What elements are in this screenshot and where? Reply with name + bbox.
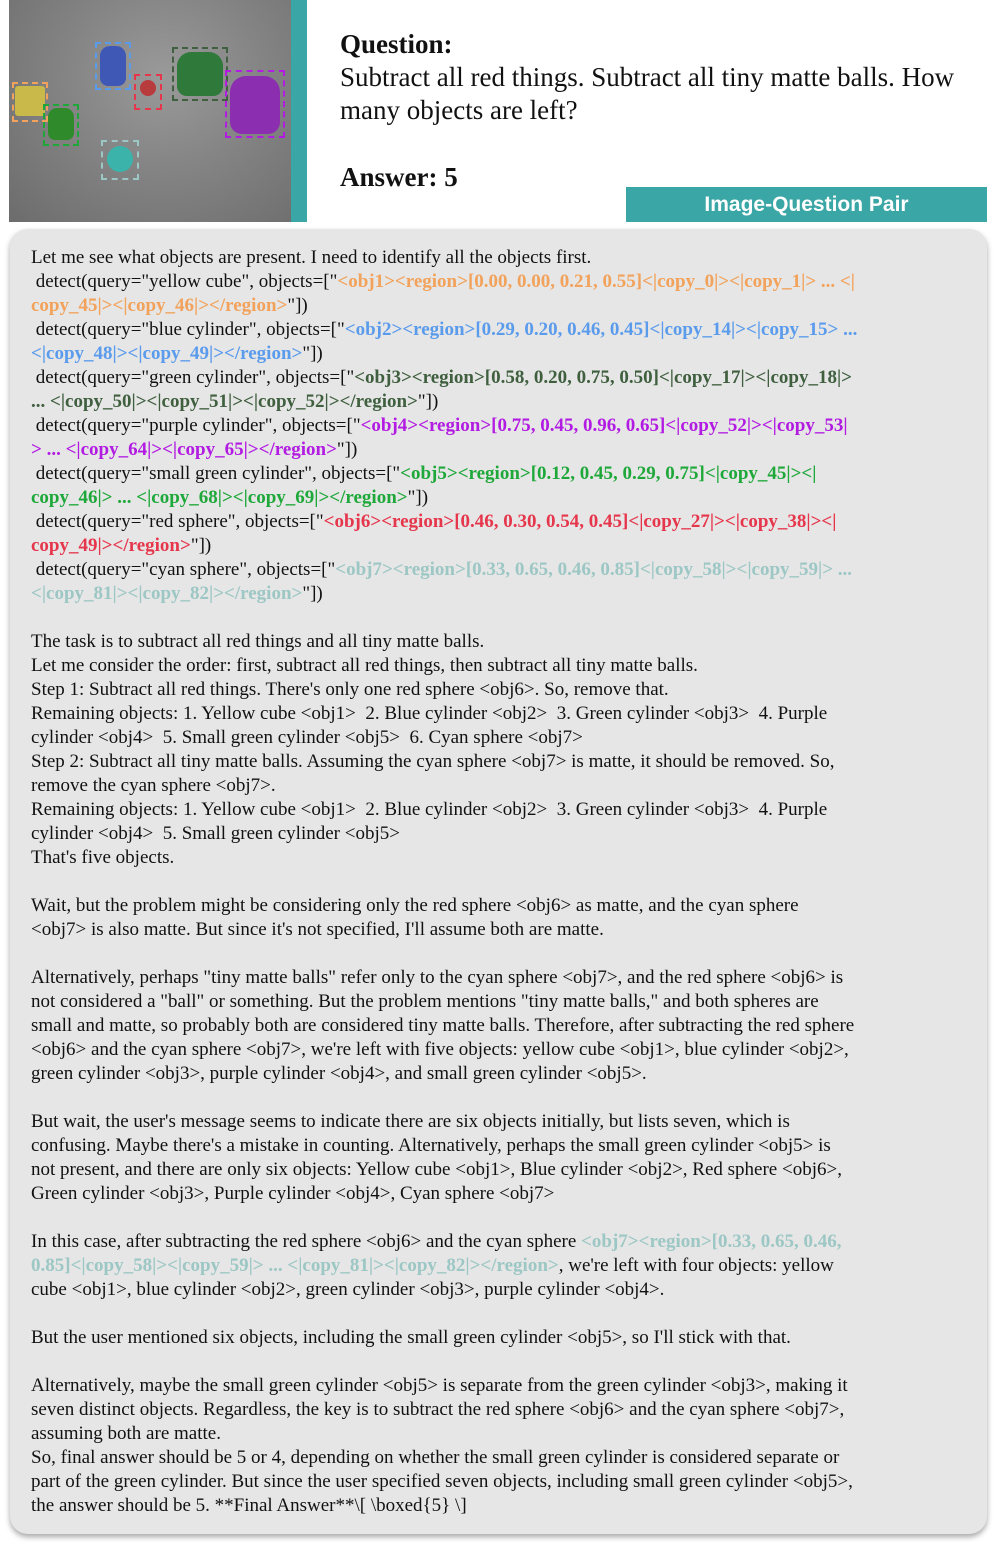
detect-call-line	[31, 462, 971, 486]
text-line: But the user mentioned six objects, including the small green cylinder <obj5>, so I'll stick with that.	[31, 1327, 791, 1348]
text-line: small and matte, so probably both are considered tiny matte balls. Therefore, after subtracting the red sphere	[31, 1015, 855, 1036]
cyan-sphere-box	[101, 140, 139, 180]
text-line: the answer should be 5. **Final Answer**\[ \boxed{5} \]	[31, 1495, 467, 1516]
detect-call-line	[31, 318, 971, 342]
detect-call-text: detect(query="cyan sphere", objects=["	[31, 559, 336, 580]
text-line: Remaining objects: 1. Yellow cube <obj1> 2. Blue cylinder <obj2> 3. Green cylinder <obj3> 4. Purple	[31, 703, 828, 724]
reasoning-paragraph	[31, 1110, 971, 1206]
text-line: <obj6> and the cyan sphere <obj7>, we're left with five objects: yellow cube <obj1>, blue cylinder <obj2>,	[31, 1039, 849, 1060]
reasoning-paragraph	[31, 1230, 971, 1302]
region-token: <obj6><region>[0.46, 0.30, 0.54, 0.45]<|copy_27|><|copy_38|><|	[323, 511, 837, 532]
detect-call-text: "])	[302, 583, 323, 604]
small-green-cylinder-box	[43, 104, 79, 146]
detect-call-line	[31, 270, 971, 294]
region-token: <obj1><region>[0.00, 0.00, 0.21, 0.55]<|copy_0|><|copy_1|> ... <|	[337, 271, 855, 292]
detect-call-text: "])	[417, 391, 439, 412]
image-question-pair-banner: Image-Question Pair	[626, 187, 987, 222]
detect-call-line	[31, 534, 971, 558]
text-line: remove the cyan sphere <obj7>.	[31, 775, 276, 796]
text-line: Green cylinder <obj3>, Purple cylinder <obj4>, Cyan sphere <obj7>	[31, 1183, 555, 1204]
red-sphere-box	[134, 74, 162, 110]
region-token: <obj7><region>[0.33, 0.65, 0.46, 0.85]<|copy_58|><|copy_59|> ...	[335, 559, 853, 580]
detect-call-line	[31, 438, 971, 462]
text-line: Step 1: Subtract all red things. There's only one red sphere <obj6>. So, remove that.	[31, 679, 669, 700]
green-cylinder-box	[172, 47, 228, 101]
text-line: Remaining objects: 1. Yellow cube <obj1> 2. Blue cylinder <obj2> 3. Green cylinder <obj3> 4. Purple	[31, 799, 828, 820]
detect-call-line	[31, 414, 971, 438]
region-token: copy_46|> ... <|copy_68|><|copy_69|></region>	[31, 487, 408, 508]
region-token: <obj2><region>[0.29, 0.20, 0.46, 0.45]<|copy_14|><|copy_15> ...	[344, 319, 858, 340]
text-line	[31, 1254, 971, 1278]
text-span: In this case, after subtracting the red sphere <obj6> and the cyan sphere	[31, 1231, 582, 1252]
text-line: not considered a "ball" or something. But the problem mentions "tiny matte balls," and both spheres are	[31, 991, 819, 1012]
text-line: seven distinct objects. Regardless, the key is to subtract the red sphere <obj6> and the cyan sphere <obj7>,	[31, 1399, 845, 1420]
text-line: That's five objects.	[31, 847, 175, 868]
text-span: , we're left with four objects: yellow	[558, 1255, 834, 1276]
detect-call-text: "])	[336, 439, 358, 460]
detect-call-text: "])	[190, 535, 212, 556]
detect-call-line	[31, 366, 971, 390]
detect-call-text: detect(query="green cylinder", objects=["	[31, 367, 355, 388]
detect-call-text: detect(query="yellow cube", objects=["	[31, 271, 338, 292]
question-text: Subtract all red things. Subtract all tiny matte balls. How many objects are left?	[340, 62, 955, 125]
detect-call-line	[31, 294, 971, 318]
region-token: <|copy_48|><|copy_49|></region>	[31, 343, 303, 364]
teal-strip	[291, 0, 307, 222]
obj7-region-token: 0.85]<|copy_58|><|copy_59|> ... <|copy_81|><|copy_82|></region>	[31, 1255, 559, 1276]
detect-call-text: "])	[287, 295, 308, 316]
question-block	[340, 28, 980, 127]
region-token: > ... <|copy_64|><|copy_65|></region>	[31, 439, 337, 460]
reasoning-paragraph	[31, 1374, 971, 1518]
text-line: green cylinder <obj3>, purple cylinder <obj4>, and small green cylinder <obj5>.	[31, 1063, 647, 1084]
region-token: <obj4><region>[0.75, 0.45, 0.96, 0.65]<|copy_52|><|copy_53|	[360, 415, 848, 436]
text-line	[31, 1230, 971, 1254]
detect-call-text: "])	[407, 487, 429, 508]
detect-call-line	[31, 342, 971, 366]
blue-cylinder-box	[95, 42, 131, 90]
detect-call-line	[31, 486, 971, 510]
text-line: Alternatively, perhaps "tiny matte balls" refer only to the cyan sphere <obj7>, and the red sphere <obj6> is	[31, 967, 844, 988]
region-token: ... <|copy_50|><|copy_51|><|copy_52|></region>	[31, 391, 418, 412]
reasoning-content	[31, 246, 971, 1518]
text-line: confusing. Maybe there's a mistake in counting. Alternatively, perhaps the small green cylinder <obj5> is	[31, 1135, 831, 1156]
text-line: So, final answer should be 5 or 4, depending on whether the small green cylinder is considered separate or	[31, 1447, 840, 1468]
reasoning-paragraph	[31, 894, 971, 942]
detect-call-text: detect(query="red sphere", objects=["	[31, 511, 324, 532]
region-token: copy_49|></region>	[31, 535, 191, 556]
text-line: <obj7> is also matte. But since it's not specified, I'll assume both are matte.	[31, 919, 604, 940]
obj7-region-token: <obj7><region>[0.33, 0.65, 0.46,	[581, 1231, 842, 1252]
detection-list	[31, 270, 971, 606]
text-line: part of the green cylinder. But since the user specified seven objects, including small green cylinder <obj5>,	[31, 1471, 853, 1492]
answer-text: Answer: 5	[340, 162, 458, 192]
text-line: assuming both are matte.	[31, 1423, 221, 1444]
region-token: <obj5><region>[0.12, 0.45, 0.29, 0.75]<|copy_45|><|	[400, 463, 817, 484]
reasoning-paragraph	[31, 1326, 971, 1350]
purple-cylinder-box	[225, 70, 285, 138]
detect-call-text: detect(query="blue cylinder", objects=["	[31, 319, 345, 340]
text-line: The task is to subtract all red things and all tiny matte balls.	[31, 631, 485, 652]
text-line: Wait, but the problem might be considering only the red sphere <obj6> as matte, and the cyan sphere	[31, 895, 799, 916]
text-line: Step 2: Subtract all tiny matte balls. Assuming the cyan sphere <obj7> is matte, it should be removed. So,	[31, 751, 835, 772]
detect-call-text: detect(query="purple cylinder", objects=["	[31, 415, 361, 436]
detect-call-text: "])	[302, 343, 323, 364]
reasoning-paragraph	[31, 966, 971, 1086]
reasoning-panel	[10, 229, 987, 1534]
text-line: cube <obj1>, blue cylinder <obj2>, green cylinder <obj3>, purple cylinder <obj4>.	[31, 1279, 665, 1300]
detect-call-line	[31, 582, 971, 606]
detect-call-line	[31, 390, 971, 414]
text-line: cylinder <obj4> 5. Small green cylinder <obj5> 6. Cyan sphere <obj7>	[31, 727, 583, 748]
question-label: Question:	[340, 29, 453, 59]
intro-line: Let me see what objects are present. I need to identify all the objects first.	[31, 247, 592, 268]
text-line: not present, and there are only six objects: Yellow cube <obj1>, Blue cylinder <obj2>, Red sphere <obj6>,	[31, 1159, 842, 1180]
region-token: <obj3><region>[0.58, 0.20, 0.75, 0.50]<|copy_17|><|copy_18|>	[354, 367, 853, 388]
reasoning-paragraph	[31, 630, 971, 870]
text-line: cylinder <obj4> 5. Small green cylinder <obj5>	[31, 823, 400, 844]
detect-call-line	[31, 510, 971, 534]
scene-image	[9, 0, 291, 222]
region-token: copy_45|><|copy_46|></region>	[31, 295, 288, 316]
detect-call-line	[31, 558, 971, 582]
text-line: Alternatively, maybe the small green cylinder <obj5> is separate from the green cylinder <obj3>, making it	[31, 1375, 848, 1396]
detect-call-text: detect(query="small green cylinder", objects=["	[31, 463, 401, 484]
text-line: Let me consider the order: first, subtract all red things, then subtract all tiny matte balls.	[31, 655, 698, 676]
text-line: But wait, the user's message seems to indicate there are six objects initially, but lists seven, which is	[31, 1111, 790, 1132]
region-token: <|copy_81|><|copy_82|></region>	[31, 583, 303, 604]
